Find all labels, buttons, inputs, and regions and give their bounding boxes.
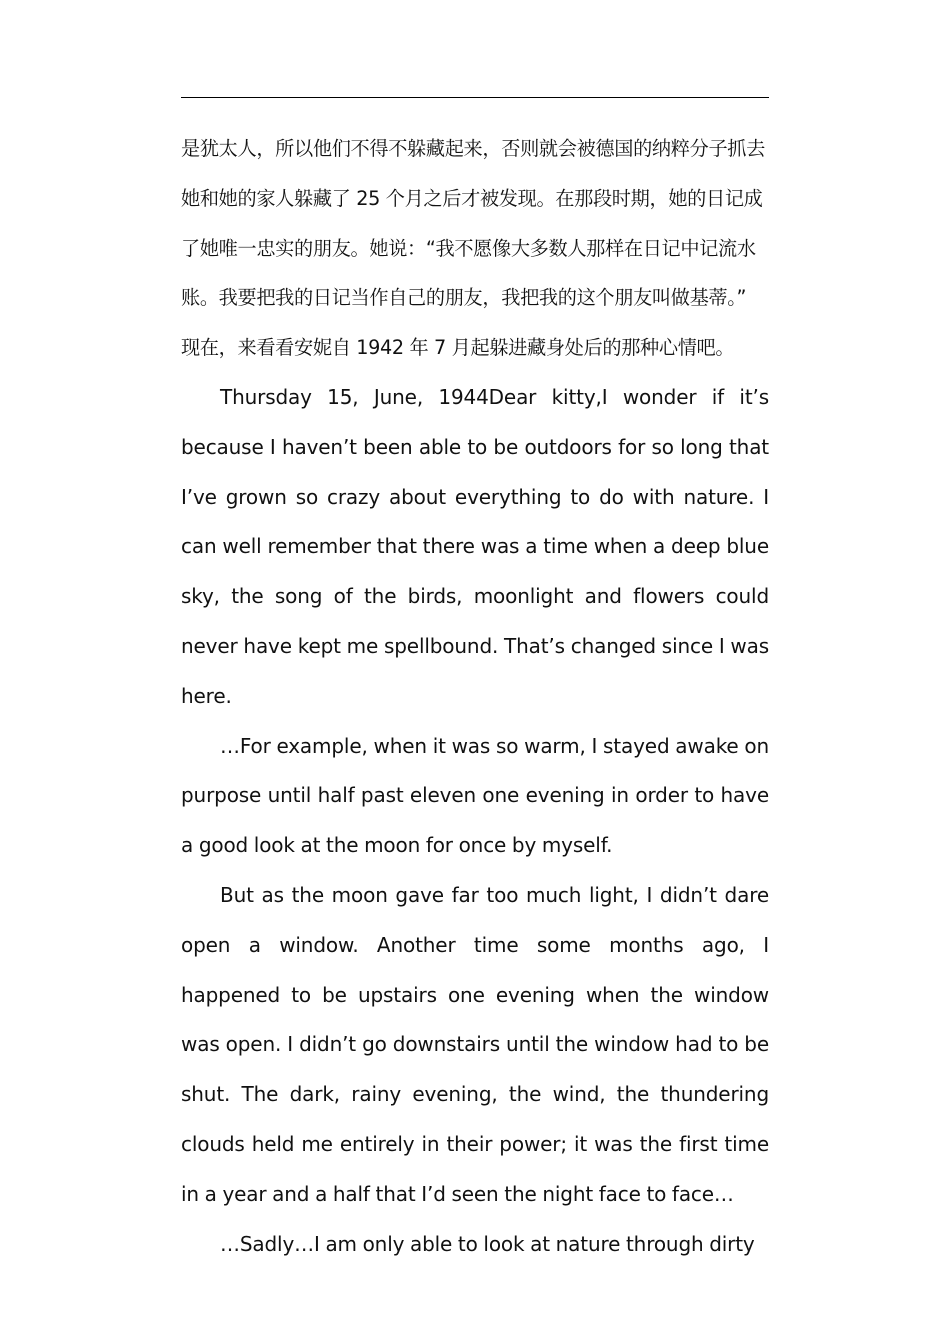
header-rule xyxy=(181,97,769,98)
chinese-intro xyxy=(181,124,769,373)
diary-paragraph: But as the moon gave far too much light, I didn’t dare open a window. Another time some months ago, I happened to be upstairs one evening when the window was open. I didn’t go downstairs until the window had to be shut. The dark, rainy evening, the wind, the thundering clouds held me entirely in their power; it was the first time in a year and a half that I’d seen the night face to face… xyxy=(181,882,769,1206)
intro-line: 了她唯一忠实的朋友。她说：“我不愿像大多数人那样在日记中记流水 xyxy=(181,236,756,260)
intro-line: 是犹太人，所以他们不得不躲藏起来，否则就会被德国的纳粹分子抓去 xyxy=(181,137,765,160)
intro-line: 账。我要把我的日记当作自己的朋友，我把我的这个朋友叫做基蒂。” xyxy=(181,286,747,310)
diary-paragraph: …Sadly…I am only able to look at nature through dirty xyxy=(220,1231,755,1256)
document-body xyxy=(181,124,769,1269)
diary-paragraph: Thursday 15, June, 1944Dear kitty,I wonder if it’s because I haven’t been able to be outdoors for so long that I’ve grown so crazy about everything to do with nature. I can well remember that there was a time when a deep blue sky, the song of the birds, moonlight and flowers could never have kept me spellbound. That’s changed since I was here. xyxy=(181,384,769,708)
intro-line: 现在，来看看安妮自 1942 年 7 月起躲进藏身处后的那种心情吧。 xyxy=(181,336,735,360)
intro-line: 她和她的家人躲藏了 25 个月之后才被发现。在那段时期，她的日记成 xyxy=(181,186,763,210)
diary-paragraph: …For example, when it was so warm, I stayed awake on purpose until half past eleven one evening in order to have a good look at the moon for once by myself. xyxy=(181,733,769,858)
